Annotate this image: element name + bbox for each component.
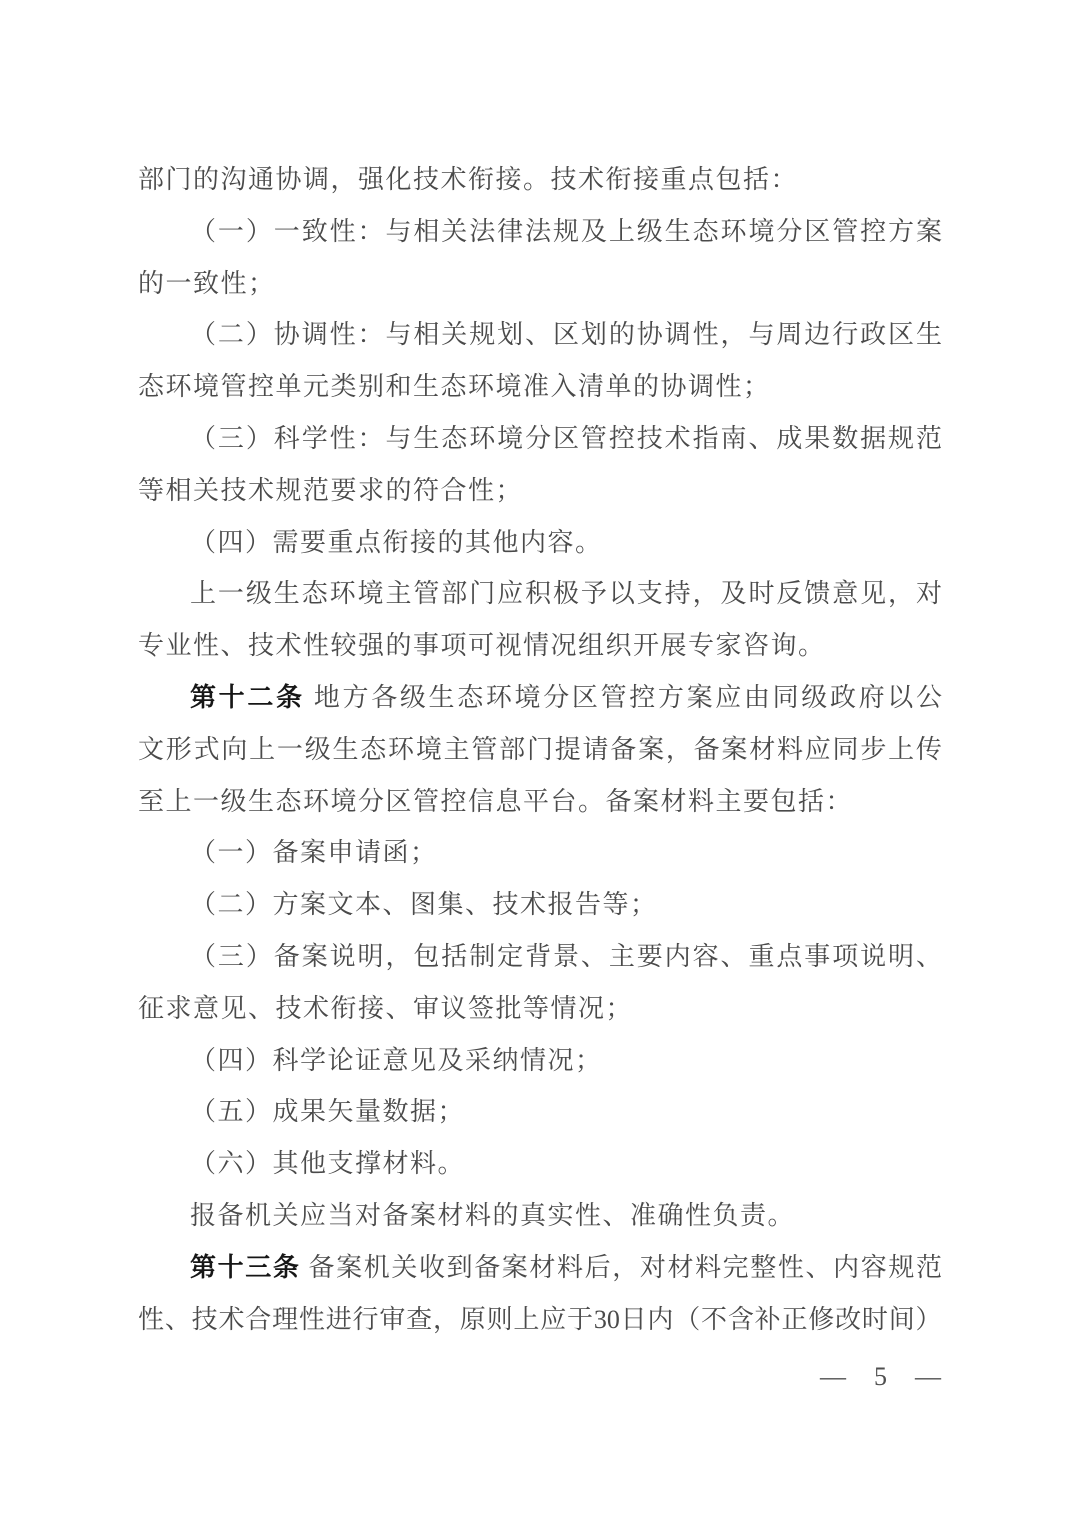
text-char: 向 (221, 734, 248, 764)
text-char: 生 (915, 320, 942, 350)
text-char: 分 (525, 423, 552, 453)
text-char: 的 (608, 320, 635, 350)
text-char: 技 (191, 1304, 218, 1334)
text-char: 同 (772, 682, 799, 712)
text-char: 料 (776, 734, 803, 764)
text-char: 级 (636, 216, 663, 246)
text-run: 征求意见、技术衔接、审议签批等情况； (138, 993, 634, 1023)
text-char: 技 (636, 423, 663, 453)
text-char: （ (190, 320, 217, 350)
text-line (138, 931, 942, 983)
text-char: 主 (385, 579, 412, 609)
text-char: 审 (379, 1304, 406, 1334)
text-char: 、 (915, 941, 942, 971)
text-char: 公 (915, 682, 942, 712)
text-char: 控 (860, 216, 887, 246)
text-char: 请 (582, 734, 609, 764)
article-number-char: 二 (247, 682, 274, 712)
text-char: 则 (486, 1304, 513, 1334)
text-char: 案 (686, 682, 713, 712)
text-char: 管 (413, 579, 440, 609)
text-char: 管 (580, 423, 607, 453)
text-char: 一 (273, 216, 300, 246)
text-char: ： (357, 216, 384, 246)
text-char: 步 (860, 734, 887, 764)
text-char: 制 (469, 941, 496, 971)
document-body (138, 154, 942, 1345)
text-char: 调 (301, 320, 328, 350)
text-char: 收 (418, 1252, 445, 1282)
text-run: 报备机关应当对备案材料的真实性、准确性负责。 (190, 1200, 796, 1230)
text-char: 二 (217, 320, 244, 350)
text-char: 备 (273, 941, 300, 971)
text-char: 性 (692, 320, 719, 350)
text-char: 由 (743, 682, 770, 712)
text-char: 案 (336, 1252, 363, 1282)
text-line (138, 724, 942, 776)
text-char: 致 (301, 216, 328, 246)
text-char: 式 (193, 734, 220, 764)
text-char: 料 (695, 1252, 722, 1282)
text-char: ， (385, 941, 412, 971)
text-char: ： (357, 423, 384, 453)
text-char: 周 (776, 320, 803, 350)
text-char: 备 (610, 734, 637, 764)
text-char: 级 (304, 734, 331, 764)
text-char: 上 (513, 1304, 540, 1334)
text-char: 生 (428, 682, 455, 712)
text-char: 完 (722, 1252, 749, 1282)
text-char: 环 (388, 734, 415, 764)
text-char: 案 (721, 734, 748, 764)
text-char: 生 (664, 216, 691, 246)
text-char: 分 (776, 216, 803, 246)
text-char: 理 (272, 1304, 299, 1334)
text-line (138, 1035, 942, 1087)
text-char: 与 (385, 320, 412, 350)
text-char: ： (357, 320, 384, 350)
text-char: 要 (636, 941, 663, 971)
text-char: 相 (413, 216, 440, 246)
text-char: 地 (313, 682, 340, 712)
text-char: 管 (471, 734, 498, 764)
text-line (138, 1138, 942, 1190)
text-char: 后 (584, 1252, 611, 1282)
article-number-char: 条 (276, 682, 303, 712)
text-line (138, 465, 942, 517)
text-char: 、 (805, 1252, 832, 1282)
text-char: ） (245, 320, 272, 350)
text-char: 括 (441, 941, 468, 971)
text-line (138, 1294, 942, 1346)
text-char: 主 (443, 734, 470, 764)
text-char: 区 (552, 320, 579, 350)
text-char: 备 (693, 734, 720, 764)
text-char: 区 (804, 216, 831, 246)
text-char: 指 (692, 423, 719, 453)
text-char: 门 (526, 734, 553, 764)
text-char: 备 (474, 1252, 501, 1282)
text-char: 性 (329, 216, 356, 246)
text-char: 范 (915, 1252, 942, 1282)
text-char: 态 (301, 579, 328, 609)
text-char: 规 (888, 1252, 915, 1282)
text-char: ） (245, 216, 272, 246)
text-char: 容 (860, 1252, 887, 1282)
text-char: 点 (776, 941, 803, 971)
text-char: 与 (385, 216, 412, 246)
text-char: 上 (608, 216, 635, 246)
text-char: 背 (525, 941, 552, 971)
text-line (138, 1242, 942, 1294)
article-number-char: 第 (190, 682, 217, 712)
text-char: 境 (514, 682, 541, 712)
text-char: 术 (218, 1304, 245, 1334)
text-char: 、 (525, 320, 552, 350)
text-char: 对 (915, 579, 942, 609)
text-char: 性 (138, 1304, 165, 1334)
text-line (138, 206, 942, 258)
text-char: 关 (441, 216, 468, 246)
text-char: 案 (301, 941, 328, 971)
text-char: 区 (552, 423, 579, 453)
text-char: 同 (832, 734, 859, 764)
text-run: （一）备案申请函； (190, 838, 438, 868)
text-char: 态 (441, 423, 468, 453)
text-char: 控 (608, 423, 635, 453)
text-char: 态 (692, 216, 719, 246)
text-char: 于 (567, 1304, 594, 1334)
text-line (138, 258, 942, 310)
text-char: 项 (832, 941, 859, 971)
text-line (138, 879, 942, 931)
text-char: 及 (580, 216, 607, 246)
text-line (138, 1190, 942, 1242)
text-run: 部门的沟通协调，强化技术衔接。技术衔接重点包括： (138, 165, 799, 194)
text-line (138, 309, 942, 361)
text-char: 及 (720, 579, 747, 609)
text-run: 专业性、技术性较强的事项可视情况组织开展专家咨询。 (138, 631, 826, 661)
text-char: ， (720, 320, 747, 350)
text-char: 到 (446, 1252, 473, 1282)
text-char: 料 (557, 1252, 584, 1282)
text-char: 相 (413, 320, 440, 350)
article-number-char: 第 (190, 1252, 217, 1282)
text-char: 性 (298, 1304, 325, 1334)
text-char: 上 (190, 579, 217, 609)
text-char: 境 (415, 734, 442, 764)
text-char: 传 (915, 734, 942, 764)
text-char: 境 (497, 423, 524, 453)
text-char: 提 (554, 734, 581, 764)
text-char: 划 (497, 320, 524, 350)
text-char: 景 (552, 941, 579, 971)
text-char: 含 (727, 1304, 754, 1334)
text-char: 分 (543, 682, 570, 712)
text-char: 政 (829, 682, 856, 712)
text-char: 时 (861, 1304, 888, 1334)
text-char: 生 (413, 423, 440, 453)
text-char: 科 (273, 423, 300, 453)
text-line (138, 620, 942, 672)
text-char: 补 (754, 1304, 781, 1334)
text-char: 合 (245, 1304, 272, 1334)
text-char: 日 (620, 1304, 647, 1334)
text-char: 规 (469, 320, 496, 350)
text-char: 法 (469, 216, 496, 246)
text-run: （四）需要重点衔接的其他内容。 (190, 527, 603, 557)
text-char: 主 (608, 941, 635, 971)
text-char: 方 (888, 216, 915, 246)
text-char: ， (888, 579, 915, 609)
text-char: 应 (715, 682, 742, 712)
text-char: 协 (636, 320, 663, 350)
article-number-char: 十 (217, 1252, 244, 1282)
text-char: （ (190, 216, 217, 246)
text-char: 府 (858, 682, 885, 712)
text-run: 的一致性； (138, 268, 276, 298)
text-line (138, 776, 942, 828)
text-char: 容 (692, 941, 719, 971)
text-char: 应 (497, 579, 524, 609)
text-char: 法 (525, 216, 552, 246)
text-char: 边 (804, 320, 831, 350)
text-char: 说 (329, 941, 356, 971)
text-char: 方 (342, 682, 369, 712)
text-char: 术 (664, 423, 691, 453)
text-char: 南 (720, 423, 747, 453)
text-char: 意 (832, 579, 859, 609)
text-char: 时 (748, 579, 775, 609)
text-char: ， (665, 734, 692, 764)
text-char: 上 (249, 734, 276, 764)
text-char: 区 (571, 682, 598, 712)
text-char: 态 (360, 734, 387, 764)
text-char: 内 (647, 1304, 674, 1334)
text-char: 上 (888, 734, 915, 764)
text-char: 支 (636, 579, 663, 609)
text-char: 正 (781, 1304, 808, 1334)
text-line (138, 1086, 942, 1138)
text-char: 见 (860, 579, 887, 609)
text-char: 态 (457, 682, 484, 712)
text-char: 材 (667, 1252, 694, 1282)
text-char: 改 (835, 1304, 862, 1334)
text-char: 果 (804, 423, 831, 453)
text-run: 至上一级生态环境分区管控信息平台。备案材料主要包括： (138, 786, 854, 816)
text-char: 反 (776, 579, 803, 609)
text-char: 环 (469, 423, 496, 453)
text-line (138, 413, 942, 465)
text-char: 行 (832, 320, 859, 350)
text-char: 包 (413, 941, 440, 971)
text-char: 管 (832, 216, 859, 246)
text-char: 不 (701, 1304, 728, 1334)
text-char: 案 (915, 216, 942, 246)
text-run: （五）成果矢量数据； (190, 1097, 466, 1127)
text-char: 管 (600, 682, 627, 712)
text-char: 应 (804, 734, 831, 764)
text-char: 案 (638, 734, 665, 764)
text-char: 协 (273, 320, 300, 350)
text-char: 各 (371, 682, 398, 712)
text-char: 重 (748, 941, 775, 971)
text-char: 一 (217, 579, 244, 609)
text-line (138, 827, 942, 879)
text-line (138, 983, 942, 1035)
text-char: 数 (832, 423, 859, 453)
text-char (300, 1242, 307, 1294)
text-run: 态环境管控单元类别和生态环境准入清单的协调性； (138, 372, 771, 402)
text-char: 境 (357, 579, 384, 609)
article-number-char: 条 (272, 1252, 299, 1282)
text-char: 事 (804, 941, 831, 971)
text-char: 级 (801, 682, 828, 712)
text-char: 案 (501, 1252, 528, 1282)
text-line (138, 568, 942, 620)
text-char: 材 (529, 1252, 556, 1282)
text-run: （六）其他支撑材料。 (190, 1149, 466, 1179)
text-char: 予 (580, 579, 607, 609)
text-char: 整 (750, 1252, 777, 1282)
text-char: 明 (357, 941, 384, 971)
text-run: （四）科学论证意见及采纳情况； (190, 1045, 603, 1075)
text-char: 对 (639, 1252, 666, 1282)
text-char: 方 (657, 682, 684, 712)
text-char: 律 (497, 216, 524, 246)
text-char: ， (432, 1304, 459, 1334)
text-char: 环 (329, 579, 356, 609)
text-char: 级 (245, 579, 272, 609)
text-char: 应 (540, 1304, 567, 1334)
text-char (305, 672, 312, 724)
text-char: 馈 (804, 579, 831, 609)
text-char: ） (245, 423, 272, 453)
text-char: 政 (860, 320, 887, 350)
text-char: 门 (469, 579, 496, 609)
text-char: 性 (777, 1252, 804, 1282)
text-char: 成 (776, 423, 803, 453)
text-char: 材 (749, 734, 776, 764)
text-char: ） (245, 941, 272, 971)
text-char: 级 (399, 682, 426, 712)
text-char: 、 (580, 941, 607, 971)
text-char: 修 (808, 1304, 835, 1334)
text-char: 、 (748, 423, 775, 453)
text-char: 与 (748, 320, 775, 350)
text-char: （ (190, 423, 217, 453)
text-char: 关 (391, 1252, 418, 1282)
text-char: 积 (525, 579, 552, 609)
text-char: 区 (888, 320, 915, 350)
text-char: 规 (552, 216, 579, 246)
text-char: 明 (888, 941, 915, 971)
text-char: 一 (276, 734, 303, 764)
text-char: 环 (720, 216, 747, 246)
text-char: ， (612, 1252, 639, 1282)
text-char: 规 (888, 423, 915, 453)
text-char: 、 (720, 941, 747, 971)
text-char: 间 (888, 1304, 915, 1334)
page-number: — 5 — (820, 1362, 942, 1391)
text-char: 以 (887, 682, 914, 712)
text-run: 等相关技术规范要求的符合性； (138, 475, 524, 505)
text-char: 文 (138, 734, 165, 764)
text-char: 生 (332, 734, 359, 764)
text-char: 三 (217, 941, 244, 971)
text-char: 性 (329, 320, 356, 350)
article-number-char: 三 (245, 1252, 272, 1282)
text-char: 范 (915, 423, 942, 453)
text-char: 境 (748, 216, 775, 246)
text-char: （ (674, 1304, 701, 1334)
text-char: 与 (385, 423, 412, 453)
text-char: 说 (860, 941, 887, 971)
text-char: 三 (217, 423, 244, 453)
text-char: 控 (629, 682, 656, 712)
text-char: 性 (329, 423, 356, 453)
text-char: 内 (664, 941, 691, 971)
text-char: （ (190, 941, 217, 971)
text-char: 30 (593, 1304, 620, 1334)
text-char: 据 (860, 423, 887, 453)
text-line (138, 154, 942, 206)
text-char: 内 (833, 1252, 860, 1282)
text-char: 关 (441, 320, 468, 350)
text-char: 定 (497, 941, 524, 971)
text-char: 划 (580, 320, 607, 350)
text-char: 机 (363, 1252, 390, 1282)
text-char: 备 (308, 1252, 335, 1282)
text-char: 调 (664, 320, 691, 350)
text-char: 生 (273, 579, 300, 609)
text-char: 部 (499, 734, 526, 764)
text-char: 形 (165, 734, 192, 764)
text-line (138, 361, 942, 413)
text-char: 以 (608, 579, 635, 609)
text-char: 学 (301, 423, 328, 453)
text-char: 环 (485, 682, 512, 712)
text-char: 、 (164, 1304, 191, 1334)
text-char: 原 (459, 1304, 486, 1334)
article-number-char: 十 (218, 682, 245, 712)
text-line (138, 672, 942, 724)
text-char: ， (692, 579, 719, 609)
text-char: 查 (406, 1304, 433, 1334)
text-char: 持 (664, 579, 691, 609)
text-line (138, 517, 942, 569)
text-run: （二）方案文本、图集、技术报告等； (190, 890, 658, 920)
text-char: 极 (552, 579, 579, 609)
text-char: 进 (325, 1304, 352, 1334)
text-char: ） (915, 1304, 942, 1334)
text-char: 一 (217, 216, 244, 246)
text-char: 部 (441, 579, 468, 609)
text-char: 行 (352, 1304, 379, 1334)
